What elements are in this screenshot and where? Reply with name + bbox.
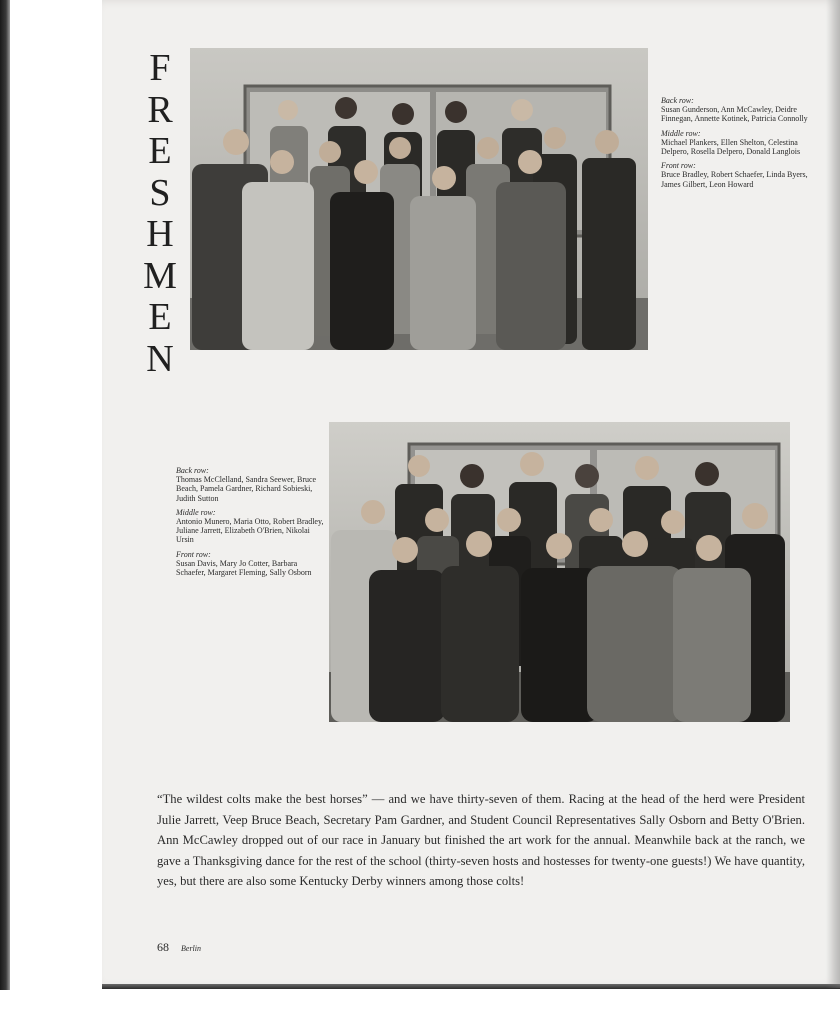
page-number: 68 — [157, 940, 169, 954]
caption-back-row-label: Back row: — [176, 466, 209, 475]
caption-middle-row-names: Antonio Munero, Maria Otto, Robert Bradley, Juliane Jarrett, Elizabeth O'Brien, Nikolai Ursin — [176, 517, 324, 545]
group-photo-bottom-image — [329, 422, 790, 722]
caption-back-row-label: Back row: — [661, 96, 694, 105]
title-letter: E — [148, 130, 172, 172]
caption-middle-row-label: Middle row: — [661, 128, 701, 138]
scan-margin — [10, 0, 102, 1024]
caption-back-row-names: Thomas McClelland, Sandra Seewer, Bruce Beach, Pamela Gardner, Richard Sobieski, Judith Sutton — [176, 475, 317, 503]
page-bottom-edge — [102, 984, 840, 989]
caption-middle-row-label: Middle row: — [176, 507, 216, 517]
book-spine-edge — [0, 0, 10, 990]
caption-middle-row-names: Michael Plankers, Ellen Shelton, Celestina Delpero, Rosella Delpero, Donald Langlois — [661, 137, 801, 157]
title-letter: N — [146, 337, 174, 380]
title-letter: R — [147, 88, 173, 131]
caption-top-photo — [661, 96, 811, 189]
title-letter: S — [149, 171, 171, 214]
caption-front-row-label: Front row: — [176, 549, 211, 559]
caption-front-row-names: Bruce Bradley, Robert Schaefer, Linda Byers, James Gilbert, Leon Howard — [661, 170, 808, 189]
body-paragraph: “The wildest colts make the best horses” — and we have thirty-seven of them. Racing at the head of the herd were President Julie Jarrett, Veep Bruce Beach, Secretary Pam Gardner, and Student Council Representatives Sally Osborn and Betty O'Brien. Ann McCawley dropped out of our race in January but finished the art work for the annual. Meanwhile back at the ranch, we gave a Thanksgiving dance for the rest of the school (thirty-seven hosts and hostesses for twenty-one guests!) We have quantity, yes, but there are also some Kentucky Derby winners among those colts! — [157, 792, 805, 889]
page-right-edge — [826, 0, 840, 988]
caption-front-row-names: Susan Davis, Mary Jo Cotter, Barbara Schaefer, Margaret Fleming, Sally Osborn — [176, 558, 312, 578]
page-footer — [157, 938, 201, 956]
publication-name: Berlin — [181, 944, 201, 953]
title-letter: E — [148, 296, 172, 338]
caption-bottom-photo — [176, 466, 326, 577]
group-photo-bottom — [329, 422, 790, 722]
title-letter: H — [146, 213, 174, 255]
section-title-freshmen — [140, 48, 180, 380]
caption-front-row-label: Front row: — [661, 161, 696, 171]
group-photo-top-image — [190, 48, 648, 350]
title-letter: F — [149, 47, 171, 89]
title-letter: M — [143, 254, 177, 297]
caption-back-row-names: Susan Gunderson, Ann McCawley, Deidre Finnegan, Annette Kotinek, Patricia Connolly — [661, 105, 808, 124]
group-photo-top — [190, 48, 648, 350]
